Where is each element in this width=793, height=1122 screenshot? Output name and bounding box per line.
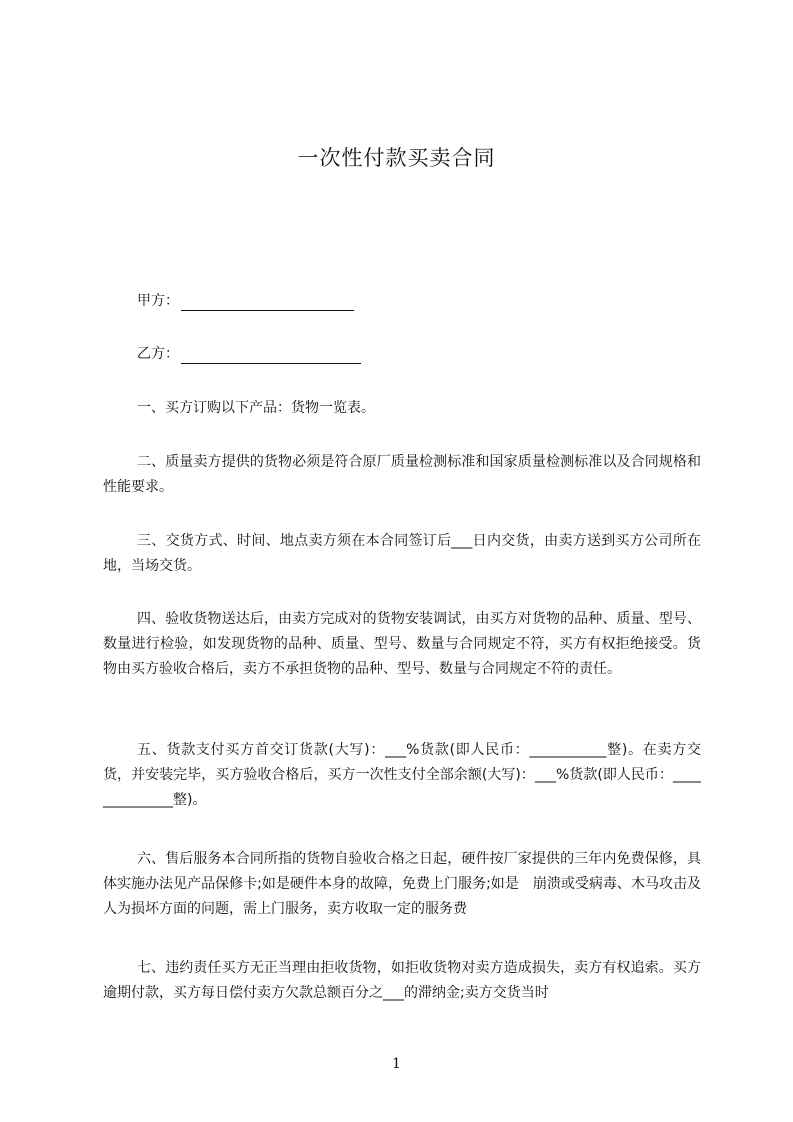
clause-5: 五、货款支付买方首交订货款(大写)：___%货款(即人民币：___________整)。在卖方交货，并安装完毕，买方验收合格后，买方一次性支付全部余额(大写)：___%货款(即人民币：______________整)。 <box>103 742 701 808</box>
party-a-field <box>137 291 354 311</box>
clause-3: 三、交货方式、时间、地点卖方须在本合同签订后___日内交货，由卖方送到买方公司所在地，当场交货。 <box>103 533 701 574</box>
document-title: 一次性付款买卖合同 <box>297 146 496 170</box>
party-b-field <box>137 344 361 364</box>
party-a-blank-line <box>181 294 354 311</box>
party-b-label: 乙方： <box>137 346 179 362</box>
page-number: 1 <box>392 1056 401 1072</box>
clause-2: 二、质量卖方提供的货物必须是符合原厂质量检测标准和国家质量检测标准以及合同规格和性能要求。 <box>103 454 701 495</box>
clause-6: 六、售后服务本合同所指的货物自验收合格之日起，硬件按厂家提供的三年内免费保修，具体实施办法见产品保修卡;如是硬件本身的故障，免费上门服务;如是 崩溃或受病毒、木马攻击及人为损坏方面的问题，需上门服务，卖方收取一定的服务费 <box>103 851 701 917</box>
clause-7: 七、违约责任买方无正当理由拒收货物，如拒收货物对卖方造成损失，卖方有权追索。买方逾期付款，买方每日偿付卖方欠款总额百分之___的滞纳金;卖方交货当时 <box>103 960 701 1001</box>
clause-4: 四、验收货物送达后，由卖方完成对的货物安装调试，由买方对货物的品种、质量、型号、数量进行检验，如发现货物的品种、质量、型号、数量与合同规定不符，买方有权拒绝接受。货物由买方验收合格后，卖方不承担货物的品种、型号、数量与合同规定不符的责任。 <box>103 611 701 677</box>
party-b-blank-line <box>181 347 361 364</box>
party-a-label: 甲方： <box>137 293 179 309</box>
clause-1: 一、买方订购以下产品：货物一览表。 <box>137 400 375 416</box>
